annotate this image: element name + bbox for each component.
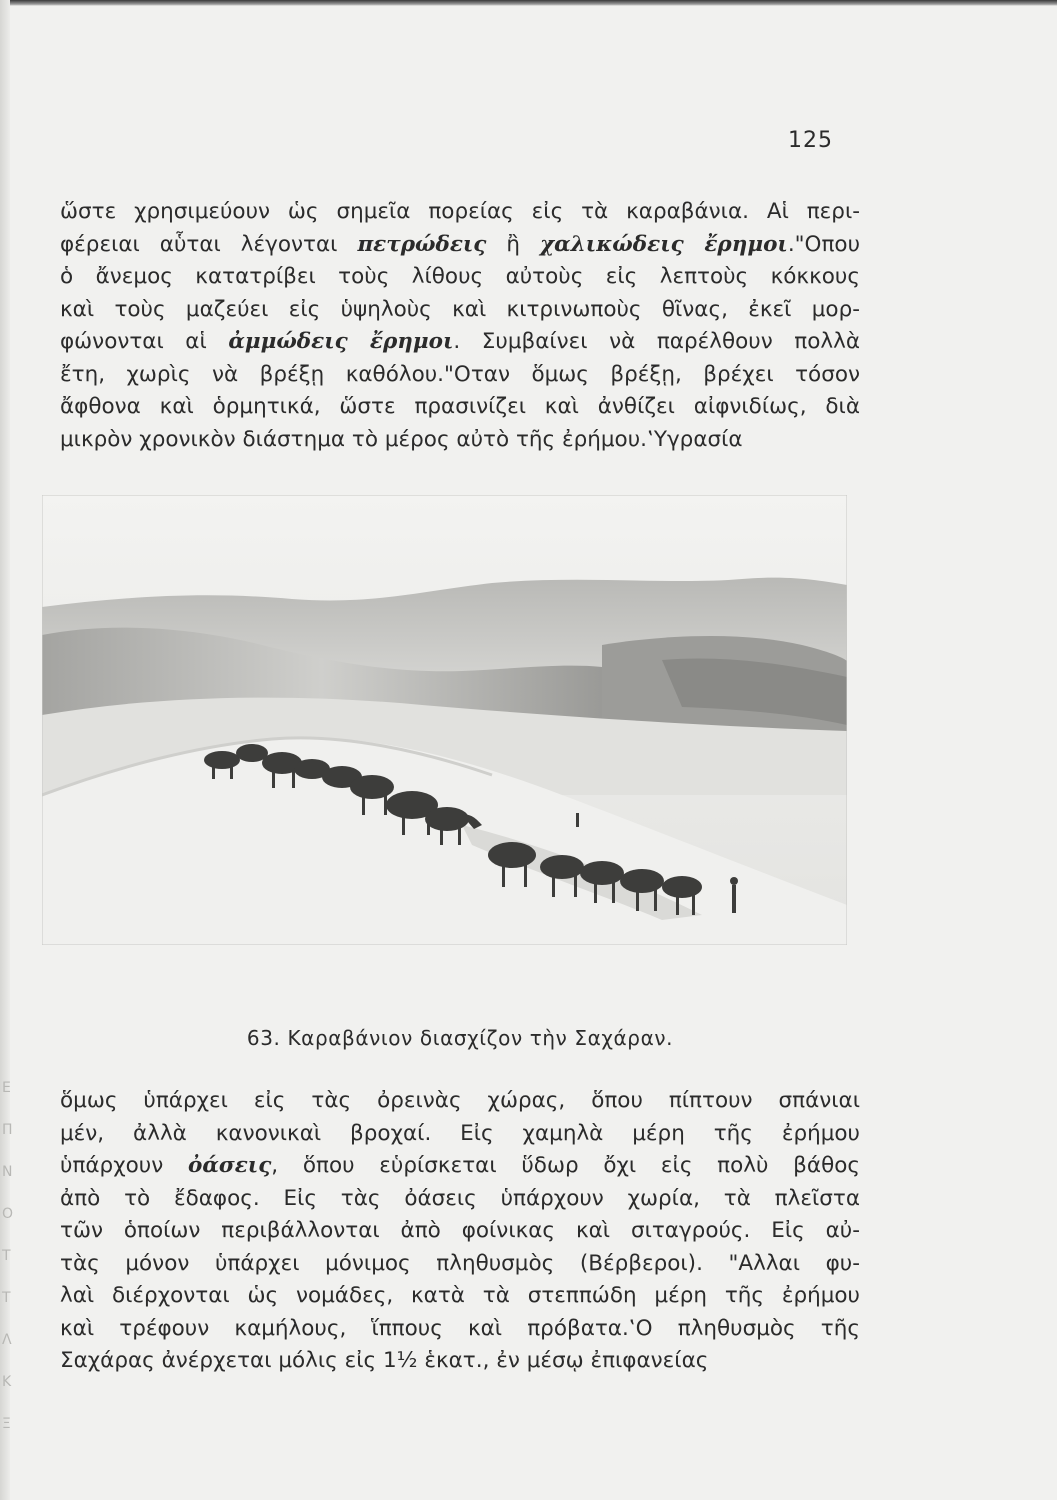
paragraph-top [60, 196, 860, 456]
margin-mark: Λ [2, 1332, 12, 1348]
margin-mark: Ο [2, 1206, 14, 1222]
text-line: ὅμως ὑπάρχει εἰς τὰς ὀρεινὰς χώρας, ὅπου πίπτουν σπάνιαι [60, 1088, 860, 1113]
text-line: ὑπάρχουν ὀάσεις, ὅπου εὑρίσκεται ὕδωρ ὄχι εἰς πολὺ βάθος [60, 1153, 861, 1178]
text-line: λαὶ διέρχονται ὡς νομάδες, κατὰ τὰ στεππώδη μέρη τῆς ἐρήμου [60, 1283, 860, 1308]
bold-term: χαλικώδεις ἔρημοι [540, 231, 788, 257]
text-line: ὁ ἄνεμος κατατρίβει τοὺς λίθους αὐτοὺς εἰς λεπτοὺς κόκκους [60, 264, 860, 289]
margin-mark: Τ [2, 1248, 11, 1264]
text-line: καὶ τοὺς μαζεύει εἰς ὑψηλοὺς καὶ κιτρινωποὺς θῖνας, ἐκεῖ μορ- [60, 296, 860, 322]
text-line: μικρὸν χρονικὸν διάστημα τὸ μέρος αὐτὸ τῆς ἐρήμου.‛Υγρασία [60, 426, 743, 452]
text-line: Σαχάρας ἀνέρχεται μόλις εἰς 1½ ἑκατ., ἐν μέσῳ ἐπιφανείας [60, 1348, 709, 1373]
text-line: φώνονται αἱ ἀμμώδεις ἔρημοι. Συμβαίνει νὰ παρέλθουν πολλὰ [60, 329, 860, 354]
page-number: 125 [788, 128, 833, 153]
margin-mark: Ξ [2, 1416, 11, 1432]
paragraph-bottom [60, 1085, 860, 1378]
caravan-photo [42, 495, 847, 945]
margin-mark: Κ [2, 1374, 12, 1390]
margin-mark: Ν [2, 1164, 13, 1180]
margin-mark: Τ [2, 1290, 11, 1306]
margin-bleed-marks [0, 1080, 14, 1458]
bold-term: πετρώδεις [357, 231, 487, 257]
text-line: τῶν ὁποίων περιβάλλονται ἀπὸ φοίνικας καὶ σιταγρούς. Εἰς αὐ- [60, 1218, 860, 1243]
margin-mark: Π [2, 1122, 13, 1138]
text-line: ὥστε χρησιμεύουν ὡς σημεῖα πορείας εἰς τὰ καραβάνια. Αἱ περι- [60, 199, 860, 224]
text-line: καὶ τρέφουν καμήλους, ἵππους καὶ πρόβατα.‛Ο πληθυσμὸς τῆς [60, 1315, 860, 1341]
margin-mark: Ε [2, 1080, 11, 1096]
text-line: τὰς μόνον ὑπάρχει μόνιμος πληθυσμὸς (Βέρβεροι). "Αλλαι φυ- [60, 1250, 860, 1276]
text-line: ἄφθονα καὶ ὁρμητικά, ὥστε πρασινίζει καὶ ἀνθίζει αἰφνιδίως, διὰ [60, 394, 860, 419]
page-top-edge [0, 0, 1057, 6]
text-line: φέρειαι αὗται λέγονται πετρώδεις ἢ χαλικώδεις ἔρημοι."Οπου [60, 231, 861, 257]
text-line: ἔτη, χωρὶς νὰ βρέξῃ καθόλου."Οταν ὅμως βρέξῃ, βρέχει τόσον [60, 361, 860, 387]
text-line: ἀπὸ τὸ ἔδαφος. Εἰς τὰς ὀάσεις ὑπάρχουν χωρία, τὰ πλεῖστα [60, 1185, 860, 1211]
figure-caption: 63. Καραβάνιον διασχίζον τὴν Σαχάραν. [246, 1026, 674, 1050]
text-line: μέν, ἀλλὰ κανονικαὶ βροχαί. Εἰς χαμηλὰ μέρη τῆς ἐρήμου [60, 1120, 860, 1146]
bold-term: ἀμμώδεις ἔρημοι [228, 329, 454, 354]
bold-term: ὀάσεις [187, 1153, 272, 1178]
